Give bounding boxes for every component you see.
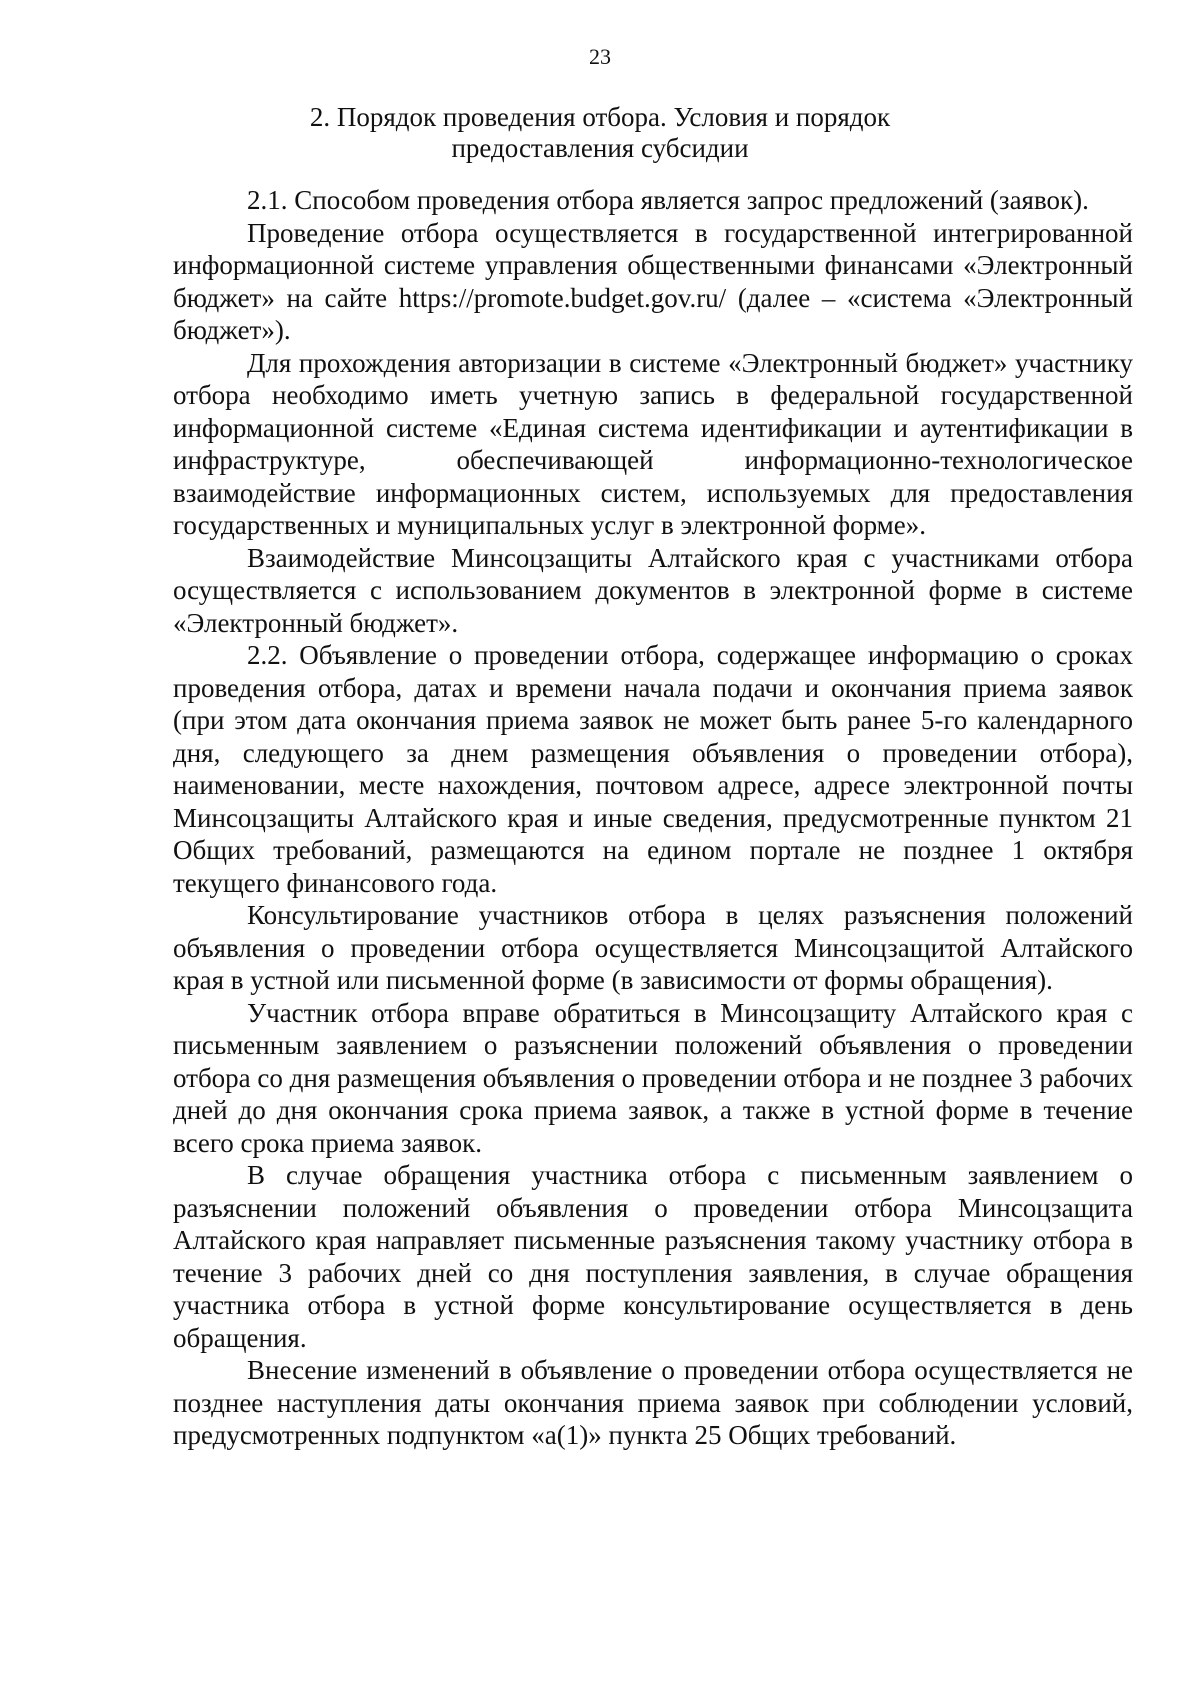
paragraph-amendments: Внесение изменений в объявление о проведении отбора осуществляется не позднее наступления даты окончания приема заявок при соблюдении условий, предусмотренных подпунктом «а(1)» пункта 25 Общих требований. [173, 1355, 1133, 1450]
paragraph-2-2: 2.2. Объявление о проведении отбора, содержащее информацию о сроках проведения отбора, датах и времени начала подачи и окончания приема заявок (при этом дата окончания приема заявок не может быть ранее 5-го календарного дня, следующего за днем размещения объявления о проведении отбора), наименовании, месте нахождения, почтовом адресе, адресе электронной почты Минсоцзащиты Алтайского края и иные сведения, предусмотренные пунктом 21 Общих требований, размещаются на едином портале не позднее 1 октября текущего финансового года. [173, 640, 1133, 898]
paragraph-electronic-budget: Проведение отбора осуществляется в государственной интегрированной информационной системе управления общественными финансами «Электронный бюджет» на сайте https://promote.budget.gov.ru/ (далее – «система «Электронный бюджет»). [173, 217, 1133, 345]
paragraph-interaction: Взаимодействие Минсоцзащиты Алтайского края с участниками отбора осуществляется с использованием документов в электронной форме в системе «Электронный бюджет». [173, 542, 1133, 638]
paragraph-authorization: Для прохождения авторизации в системе «Электронный бюджет» участнику отбора необходимо иметь учетную запись в федеральной государственной информационной системе «Единая система идентификации и аутентификации в инфраструктуре, обеспечивающей информационно-технологическое взаимодействие информационных систем, используемых для предоставления государственных и муниципальных услуг в электронной форме». [173, 347, 1133, 540]
paragraph-2-1: 2.1. Способом проведения отбора является запрос предложений (заявок). [247, 185, 1089, 215]
page-number: 23 [589, 44, 611, 69]
paragraph-written-request: В случае обращения участника отбора с письменным заявлением о разъяснении положений объявления о проведении отбора Минсоцзащита Алтайского края направляет письменные разъяснения такому участнику отбора в течение 3 рабочих дней со дня поступления заявления, в случае обращения участника отбора в устной форме консультирование осуществляется в день обращения. [173, 1160, 1133, 1353]
section-title [250, 102, 950, 164]
section-title-line-1: 2. Порядок проведения отбора. Условия и порядок [309, 102, 891, 132]
paragraph-consulting: Консультирование участников отбора в целях разъяснения положений объявления о проведении отбора осуществляется Минсоцзащитой Алтайского края в устной или письменной форме (в зависимости от формы обращения). [173, 900, 1133, 995]
body-text [173, 184, 1133, 1452]
section-title-line-2: предоставления субсидии [451, 133, 749, 163]
paragraph-participant-request: Участник отбора вправе обратиться в Минсоцзащиту Алтайского края с письменным заявлением о разъяснении положений объявления о проведении отбора со дня размещения объявления о проведении отбора и не позднее 3 рабочих дней до дня окончания срока приема заявок, а также в устной форме в течение всего срока приема заявок. [173, 997, 1133, 1158]
